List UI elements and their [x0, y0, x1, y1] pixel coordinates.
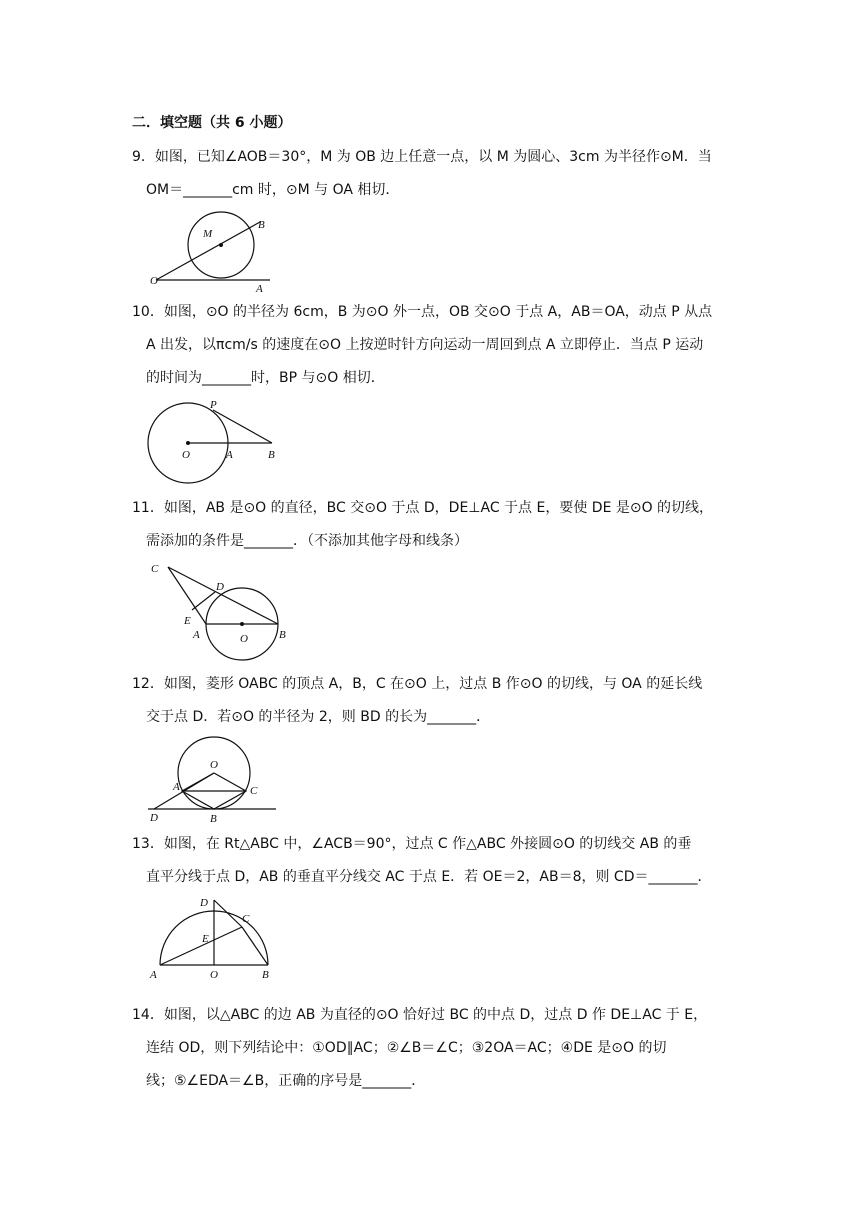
label-C: C: [250, 785, 258, 797]
label-A: A: [193, 629, 200, 641]
question-line: 线；⑤∠EDA＝∠B，正确的序号是_______．: [146, 1073, 426, 1089]
label-O: O: [240, 633, 248, 645]
figure-10: [146, 398, 281, 492]
figure-12: [146, 732, 281, 831]
label-E: E: [202, 933, 209, 945]
segment-DE: [192, 592, 215, 610]
question-9: [132, 141, 732, 207]
figure-13: [146, 892, 281, 986]
question-14: [132, 999, 732, 1098]
tangent-DC: [214, 900, 242, 927]
segment-AC: [160, 927, 242, 965]
question-line: 连结 OD，则下列结论中：①OD∥AC；②∠B＝∠C；③2OA＝AC；④DE 是⊙O 的切: [146, 1040, 667, 1056]
label-P: P: [210, 399, 217, 411]
label-O: O: [210, 759, 218, 771]
label-D: D: [150, 812, 158, 824]
question-line: 11．如图，AB 是⊙O 的直径，BC 交⊙O 于点 D，DE⊥AC 于点 E，要使 DE 是⊙O 的切线，: [132, 500, 714, 516]
question-line: OM＝_______cm 时，⊙M 与 OA 相切．: [146, 182, 400, 198]
label-C: C: [242, 913, 250, 925]
label-B: B: [258, 219, 265, 231]
label-M: M: [203, 228, 213, 240]
label-B: B: [268, 449, 275, 461]
question-line: 交于点 D．若⊙O 的半径为 2，则 BD 的长为_______．: [146, 709, 491, 725]
label-B: B: [279, 629, 286, 641]
center-O: [240, 622, 244, 626]
label-E: E: [184, 615, 191, 627]
question-11: [132, 492, 732, 558]
question-line: 的时间为_______时，BP 与⊙O 相切．: [146, 370, 385, 386]
question-10: [132, 296, 732, 395]
figure-11: [148, 560, 298, 654]
question-line: 12．如图，菱形 OABC 的顶点 A，B，C 在⊙O 上，过点 B 作⊙O 的切线，与 OA 的延长线: [132, 676, 703, 692]
center-O: [186, 441, 190, 445]
question-line: 14．如图，以△ABC 的边 AB 为直径的⊙O 恰好过 BC 的中点 D，过点 D 作 DE⊥AC 于 E，: [132, 1007, 708, 1023]
label-O: O: [182, 449, 190, 461]
label-B: B: [262, 969, 269, 981]
question-line: 需添加的条件是_______．（不添加其他字母和线条）: [146, 533, 468, 549]
section-title: 二．填空题（共 6 小题）: [132, 115, 292, 131]
question-line: 10．如图，⊙O 的半径为 6cm，B 为⊙O 外一点，OB 交⊙O 于点 A，AB＝OA，动点 P 从点: [132, 304, 713, 320]
question-line: A 出发，以πcm/s 的速度在⊙O 上按逆时针方向运动一周回到点 A 立即停止．当点 P 运动: [146, 337, 704, 353]
label-A: A: [226, 449, 233, 461]
question-line: 直平分线于点 D，AB 的垂直平分线交 AC 于点 E．若 OE＝2，AB＝8，则 CD＝_______．: [146, 869, 712, 885]
label-B: B: [210, 813, 217, 825]
label-C: C: [151, 563, 159, 575]
center-M: [219, 243, 223, 247]
label-A: A: [173, 781, 180, 793]
label-D: D: [216, 581, 224, 593]
label-O: O: [150, 275, 158, 287]
label-A: A: [150, 969, 157, 981]
label-A: A: [256, 283, 263, 295]
tangent-PB: [213, 410, 272, 443]
question-line: 9．如图，已知∠AOB＝30°，M 为 OB 边上任意一点，以 M 为圆心、3cm 为半径作⊙M．当: [132, 149, 712, 165]
label-D: D: [200, 897, 208, 909]
label-O: O: [210, 969, 218, 981]
question-12: [132, 668, 732, 734]
question-13: [132, 828, 732, 894]
question-line: 13．如图，在 Rt△ABC 中，∠ACB＝90°，过点 C 作△ABC 外接圆⊙O 的切线交 AB 的垂: [132, 836, 692, 852]
figure-9: [148, 210, 278, 298]
